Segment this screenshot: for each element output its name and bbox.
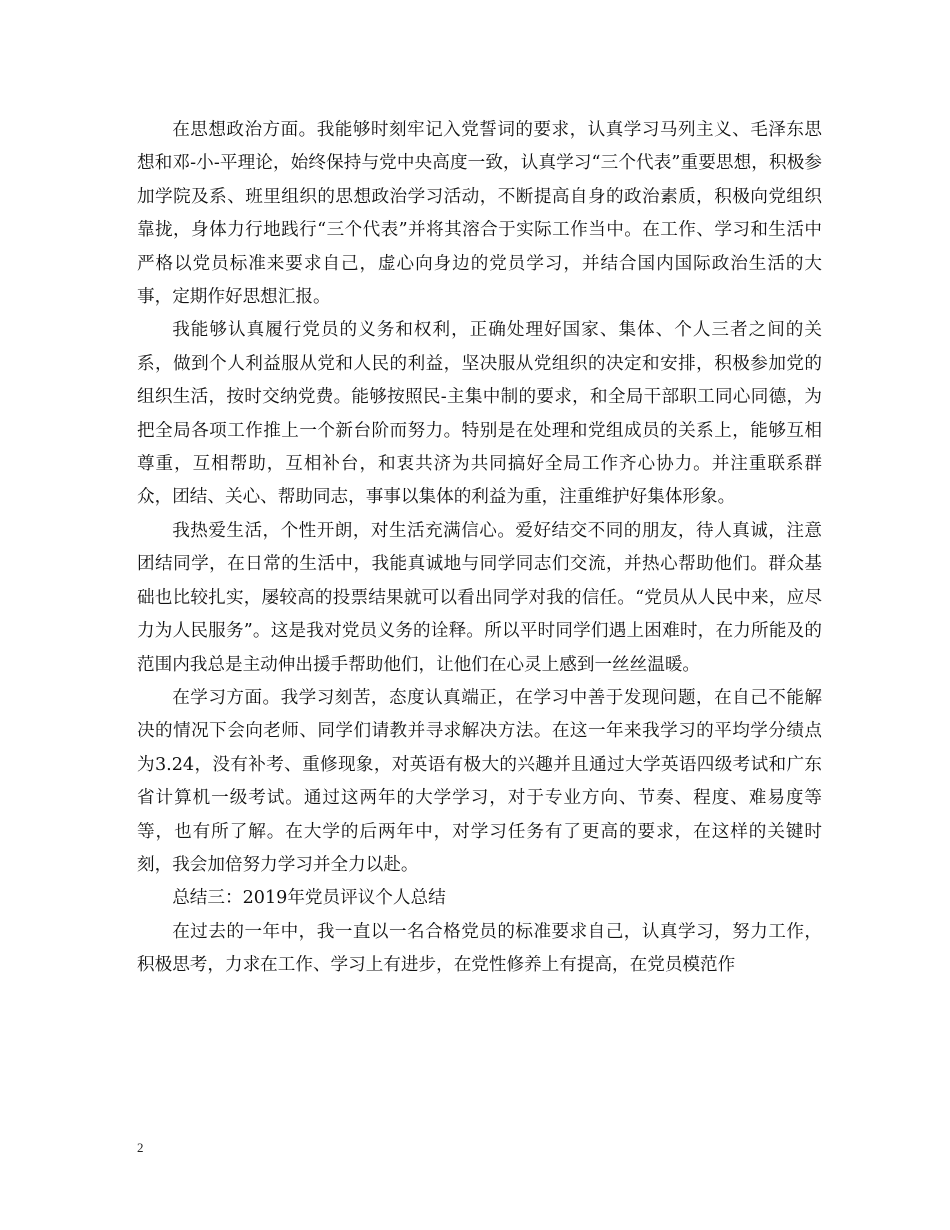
document-body xyxy=(137,114,822,983)
paragraph-member-duties: 我能够认真履行党员的义务和权利，正确处理好国家、集体、个人三者之间的关系，做到个人利益服从党和人民的利益，坚决服从党组织的决定和安排，积极参加党的组织生活，按时交纳党费。能够按照民-主集中制的要求，和全局干部职工同心同德，为把全局各项工作推上一个新台阶而努力。特别是在处理和党组成员的关系上，能够互相尊重，互相帮助，互相补台，和衷共济为共同搞好全局工作齐心协力。并注重联系群众，团结、关心、帮助同志，事事以集体的利益为重，注重维护好集体形象。 xyxy=(137,320,822,508)
page-number: 2 xyxy=(137,1140,144,1155)
paragraph-study: 在学习方面。我学习刻苦，态度认真端正，在学习中善于发现问题，在自己不能解决的情况下会向老师、同学们请教并寻求解决方法。在这一年来我学习的平均学分绩点为3.24，没有补考、重修现象，对英语有极大的兴趣并且通过大学英语四级考试和广东省计算机一级考试。通过这两年的大学学习，对于专业方向、节奏、程度、难易度等等，也有所了解。在大学的后两年中，对学习任务有了更高的要求，在这样的关键时刻，我会加倍努力学习并全力以赴。 xyxy=(137,687,822,875)
paragraph-past-year: 在过去的一年中，我一直以一名合格党员的标准要求自己，认真学习，努力工作，积极思考，力求在工作、学习上有进步，在党性修养上有提高，在党员模范作 xyxy=(137,921,822,976)
section-heading-summary-three: 总结三：2019年党员评议个人总结 xyxy=(172,888,446,909)
paragraph-political-thought: 在思想政治方面。我能够时刻牢记入党誓词的要求，认真学习马列主义、毛泽东思想和邓-小-平理论，始终保持与党中央高度一致，认真学习“三个代表”重要思想，积极参加学院及系、班里组织的思想政治学习活动，不断提高自身的政治素质，积极向党组织靠拢，身体力行地践行“三个代表”并将其溶合于实际工作当中。在工作、学习和生活中严格以党员标准来要求自己，虚心向身边的党员学习，并结合国内国际政治生活的大事，定期作好思想汇报。 xyxy=(137,120,822,308)
paragraph-personal-life: 我热爱生活，个性开朗，对生活充满信心。爱好结交不同的朋友，待人真诚，注意团结同学，在日常的生活中，我能真诚地与同学同志们交流，并热心帮助他们。群众基础也比较扎实，屡较高的投票结果就可以看出同学对我的信任。“党员从人民中来，应尽力为人民服务”。这是我对党员义务的诠释。所以平时同学们遇上困难时，在力所能及的范围内我总是主动伸出援手帮助他们，让他们在心灵上感到一丝丝温暖。 xyxy=(137,520,822,675)
